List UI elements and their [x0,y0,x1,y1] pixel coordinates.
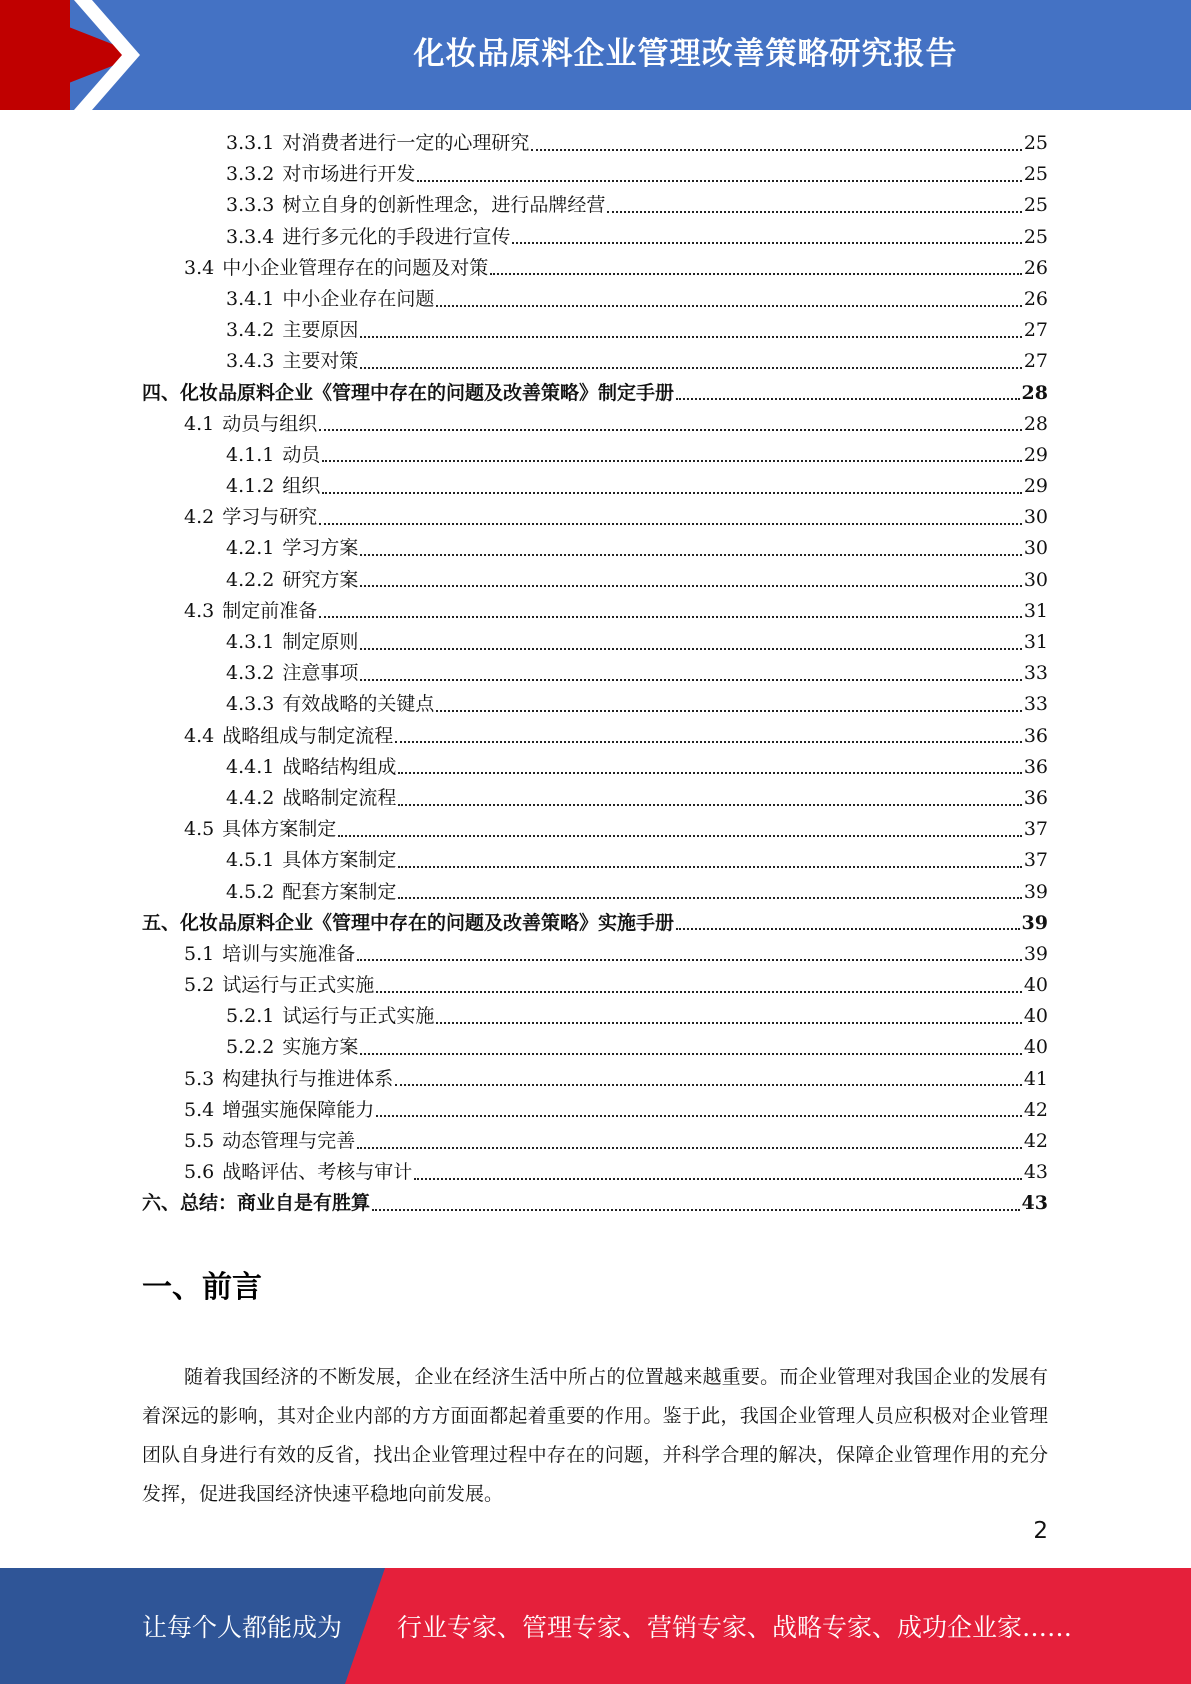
toc-entry-page: 31 [1023,599,1048,622]
toc-entry-number: 4.4.1 [226,755,275,778]
toc-entry[interactable] [142,1064,1048,1095]
document-title: 化妆品原料企业管理改善策略研究报告 [413,35,958,72]
toc-entry[interactable] [142,1126,1048,1157]
toc-leader-dots [395,741,1022,743]
toc-entry-page: 28 [1023,412,1048,435]
toc-entry-page: 36 [1023,724,1048,747]
toc-entry-number: 5.3 [184,1067,215,1090]
toc-entry-title: 战略结构组成 [282,755,397,778]
toc-entry-number: 5.5 [184,1130,215,1152]
toc-leader-dots [490,273,1022,275]
table-of-contents [142,128,1048,1220]
toc-entry-page: 36 [1023,786,1048,809]
toc-entry-title: 对消费者进行一定的心理研究 [282,132,530,154]
toc-entry[interactable] [142,502,1048,533]
toc-entry[interactable] [142,845,1048,876]
toc-entry-page: 31 [1023,631,1048,653]
toc-entry[interactable] [142,908,1048,939]
toc-entry[interactable] [142,378,1048,409]
toc-entry-title: 制定原则 [282,631,359,653]
toc-leader-dots [531,149,1021,151]
toc-entry-number: 4.2.1 [226,537,275,560]
toc-entry[interactable] [142,783,1048,814]
toc-entry-number: 3.3.4 [226,225,275,248]
toc-entry[interactable] [142,814,1048,845]
toc-leader-dots [338,835,1022,837]
toc-entry-page: 42 [1023,1098,1048,1121]
toc-entry-title: 进行多元化的手段进行宣传 [282,225,511,248]
toc-entry-page: 42 [1023,1130,1048,1152]
toc-entry-title: 主要原因 [282,319,359,342]
toc-entry-number: 4.1.1 [226,443,275,466]
toc-entry[interactable] [142,315,1048,346]
toc-entry-page: 40 [1023,1036,1048,1059]
toc-entry-number: 3.3.3 [226,194,275,217]
toc-entry[interactable] [142,877,1048,908]
toc-entry-page: 25 [1023,132,1048,154]
toc-entry-page: 39 [1023,880,1048,903]
toc-entry-title: 有效战略的关键点 [282,693,435,716]
footer-banner [0,1568,1191,1684]
header-banner [0,0,1191,110]
toc-leader-dots [436,1022,1021,1024]
toc-entry-title: 对市场进行开发 [282,163,416,186]
toc-entry-title: 动员 [282,443,321,466]
toc-entry-page: 30 [1023,537,1048,560]
toc-entry-page: 43 [1021,1192,1048,1215]
toc-leader-dots [319,429,1022,431]
toc-entry-number: 4.2 [184,506,215,529]
toc-entry-number: 5.1 [184,942,215,965]
toc-entry[interactable] [142,128,1048,159]
toc-leader-dots [512,242,1021,244]
toc-entry-page: 25 [1023,194,1048,217]
toc-leader-dots [417,180,1021,182]
toc-entry-title: 中小企业存在问题 [282,287,435,310]
toc-entry-number: 4.2.2 [226,568,275,591]
toc-entry-page: 25 [1023,163,1048,186]
toc-leader-dots [436,710,1021,712]
toc-entry-title: 研究方案 [282,568,359,591]
toc-entry-title: 战略制定流程 [282,786,397,809]
toc-leader-dots [376,991,1022,993]
toc-entry[interactable] [142,1001,1048,1032]
footer-slogan-right: 行业专家、管理专家、营销专家、战略专家、成功企业家…… [397,1613,1073,1642]
toc-entry-number: 5.6 [184,1161,215,1184]
toc-entry-number: 4.3.2 [226,662,275,685]
footer-slogan-left: 让每个人都能成为 [142,1613,343,1642]
toc-entry-page: 26 [1023,256,1048,279]
header-chevron-icon [74,0,154,110]
toc-leader-dots [676,928,1020,930]
toc-entry-page: 37 [1023,849,1048,872]
toc-entry-number: 3.3.2 [226,163,275,186]
toc-entry-page: 33 [1023,662,1048,685]
toc-entry-number: 五、 [142,911,181,934]
toc-entry[interactable] [142,627,1048,658]
toc-entry-page: 30 [1023,506,1048,529]
toc-entry-title: 动员与组织 [222,412,318,435]
toc-entry-page: 30 [1023,568,1048,591]
toc-leader-dots [607,211,1021,213]
toc-entry-title: 树立自身的创新性理念，进行品牌经营 [282,194,606,217]
toc-entry[interactable] [142,471,1048,502]
toc-leader-dots [398,866,1021,868]
toc-entry-page: 39 [1021,911,1048,934]
toc-entry-page: 39 [1023,942,1048,965]
toc-entry-title: 组织 [282,475,321,498]
toc-leader-dots [372,1209,1020,1211]
toc-leader-dots [360,367,1021,369]
toc-entry-number: 4.3 [184,599,215,622]
toc-entry-number: 3.4.2 [226,319,275,342]
section-heading: 一、前言 [142,1270,262,1305]
toc-leader-dots [319,616,1022,618]
toc-entry-page: 27 [1023,350,1048,373]
toc-leader-dots [322,460,1021,462]
toc-entry-page: 28 [1021,381,1048,404]
toc-entry-number: 3.4.1 [226,287,275,310]
toc-entry-page: 41 [1023,1067,1048,1090]
toc-entry-title: 化妆品原料企业《管理中存在的问题及改善策略》实施手册 [180,911,675,934]
toc-entry[interactable] [142,533,1048,564]
toc-entry-title: 学习与研究 [222,506,318,529]
toc-entry[interactable] [142,1032,1048,1063]
toc-entry[interactable] [142,721,1048,752]
toc-entry-number: 4.5.1 [226,849,275,872]
toc-entry[interactable] [142,1095,1048,1126]
toc-entry[interactable] [142,970,1048,1001]
toc-entry-title: 制定前准备 [222,599,318,622]
toc-entry-title: 配套方案制定 [282,880,397,903]
toc-entry[interactable] [142,159,1048,190]
toc-entry[interactable] [142,939,1048,970]
toc-entry-title: 总结：商业自是有胜算 [180,1192,371,1215]
toc-entry-title: 化妆品原料企业《管理中存在的问题及改善策略》制定手册 [180,381,675,404]
toc-entry-title: 主要对策 [282,350,359,373]
toc-leader-dots [360,648,1021,650]
toc-leader-dots [357,959,1022,961]
toc-leader-dots [398,772,1021,774]
toc-entry-title: 增强实施保障能力 [222,1098,375,1121]
toc-entry-number: 4.3.3 [226,693,275,716]
page-number: 2 [1033,1518,1048,1544]
toc-leader-dots [676,398,1020,400]
toc-entry-number: 六、 [142,1192,181,1215]
toc-entry-number: 4.5 [184,818,215,841]
toc-entry[interactable] [142,190,1048,221]
toc-entry[interactable] [142,253,1048,284]
toc-entry-number: 3.4.3 [226,350,275,373]
toc-entry-number: 4.5.2 [226,880,275,903]
toc-leader-dots [395,1084,1022,1086]
toc-leader-dots [357,1147,1022,1149]
toc-entry-page: 26 [1023,287,1048,310]
toc-entry-page: 27 [1023,319,1048,342]
toc-entry-page: 29 [1023,475,1048,498]
toc-entry[interactable] [142,565,1048,596]
toc-entry-title: 试运行与正式实施 [282,1005,435,1028]
toc-leader-dots [319,523,1022,525]
toc-entry[interactable] [142,346,1048,377]
toc-entry-number: 5.4 [184,1098,215,1121]
toc-leader-dots [398,804,1021,806]
toc-entry-number: 4.4.2 [226,786,275,809]
toc-leader-dots [360,585,1021,587]
toc-leader-dots [322,492,1021,494]
toc-entry[interactable] [142,440,1048,471]
toc-entry[interactable] [142,596,1048,627]
toc-entry-number: 5.2 [184,974,215,997]
toc-entry-page: 40 [1023,974,1048,997]
toc-entry-title: 中小企业管理存在的问题及对策 [222,256,489,279]
toc-entry-title: 战略评估、考核与审计 [222,1161,413,1184]
toc-entry-title: 学习方案 [282,537,359,560]
toc-entry-number: 4.1.2 [226,475,275,498]
toc-entry-page: 33 [1023,693,1048,716]
toc-leader-dots [398,897,1021,899]
toc-entry-number: 四、 [142,381,181,404]
toc-leader-dots [360,1053,1021,1055]
toc-leader-dots [436,305,1021,307]
toc-leader-dots [376,1115,1022,1117]
toc-entry-title: 实施方案 [282,1036,359,1059]
toc-entry-title: 动态管理与完善 [222,1130,356,1152]
toc-entry[interactable] [142,409,1048,440]
toc-entry[interactable] [142,1157,1048,1188]
toc-entry-number: 4.1 [184,412,215,435]
toc-entry-number: 4.4 [184,724,215,747]
toc-entry[interactable] [142,222,1048,253]
toc-entry-title: 试运行与正式实施 [222,974,375,997]
toc-entry-title: 构建执行与推进体系 [222,1067,394,1090]
toc-entry-title: 具体方案制定 [282,849,397,872]
toc-entry-page: 40 [1023,1005,1048,1028]
toc-entry-title: 战略组成与制定流程 [222,724,394,747]
toc-entry[interactable] [142,658,1048,689]
toc-entry[interactable] [142,1188,1048,1219]
toc-leader-dots [360,679,1021,681]
toc-entry-number: 5.2.2 [226,1036,275,1059]
toc-entry-title: 具体方案制定 [222,818,337,841]
toc-entry-page: 25 [1023,225,1048,248]
toc-leader-dots [360,554,1021,556]
toc-entry-page: 36 [1023,755,1048,778]
toc-entry-title: 注意事项 [282,662,359,685]
toc-entry-number: 3.4 [184,256,215,279]
toc-entry-page: 29 [1023,443,1048,466]
intro-paragraph: 随着我国经济的不断发展，企业在经济生活中所占的位置越来越重要。而企业管理对我国企业的发展有着深远的影响，其对企业内部的方方面面都起着重要的作用。鉴于此，我国企业管理人员应积极对企业管理团队自身进行有效的反省，找出企业管理过程中存在的问题，并科学合理的解决，保障企业管理作用的充分发挥，促进我国经济快速平稳地向前发展。 [142,1366,1048,1505]
toc-entry-page: 37 [1023,818,1048,841]
toc-entry-number: 3.3.1 [226,132,275,154]
toc-entry[interactable] [142,284,1048,315]
toc-entry-page: 43 [1023,1161,1048,1184]
toc-entry[interactable] [142,689,1048,720]
toc-entry[interactable] [142,752,1048,783]
toc-leader-dots [360,336,1021,338]
toc-entry-number: 5.2.1 [226,1005,275,1028]
toc-entry-number: 4.3.1 [226,631,275,653]
toc-entry-title: 培训与实施准备 [222,942,356,965]
toc-leader-dots [414,1178,1022,1180]
